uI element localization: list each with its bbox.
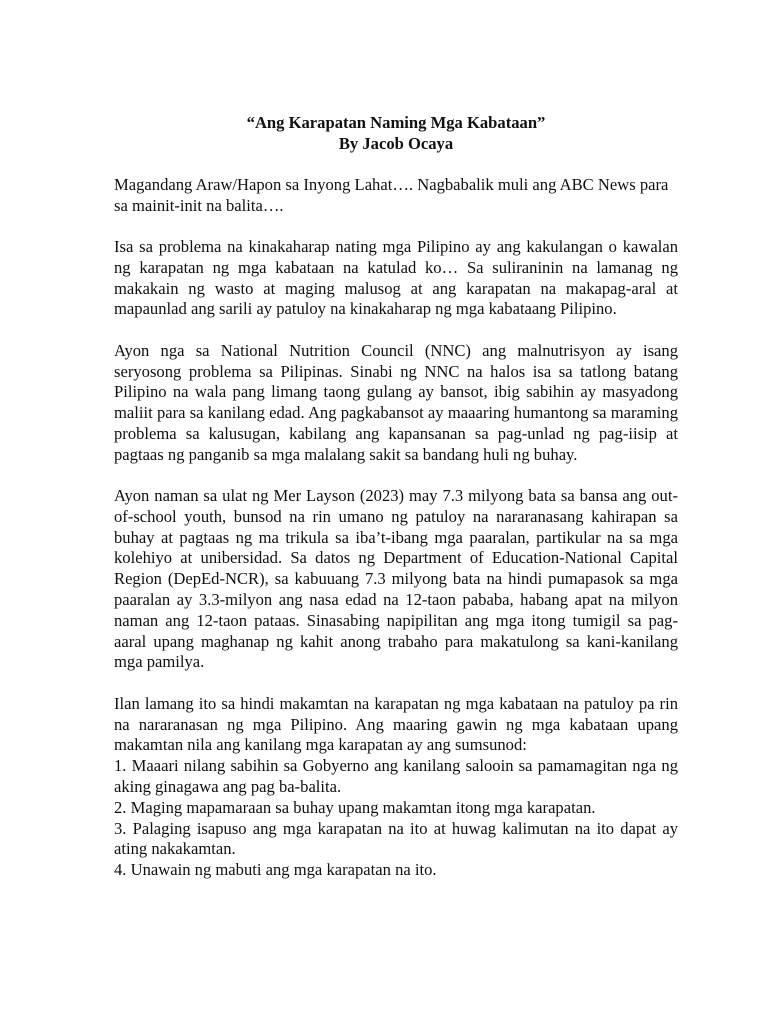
paragraph-nutrition: Ayon nga sa National Nutrition Council (NNC) ang malnutrisyon ay isang seryosong problema sa Pilipinas. Sinabi ng NNC na halos isa sa tatlong batang Pilipino na wala pang limang taong gulang ay bansot, ibig sabihin ay masyadong maliit para sa kanilang edad. Ang pagkabansot ay maaaring humantong sa maraming problema sa kalusugan, kabilang ang kapansanan sa pag-unlad ng pag-iisip at pagtaas ng panganib sa mga malalang sakit sa bandang huli ng buhay. — [114, 340, 678, 464]
paragraph-closing: Ilan lamang ito sa hindi makamtan na karapatan ng mga kabataan na patuloy pa rin na nararanasan ng mga Pilipino. Ang maaring gawin ng mga kabataan upang makamtan nila ang kanilang mga karapatan ay ang sumsunod: — [114, 693, 678, 755]
document-body — [114, 113, 678, 881]
paragraph-problem: Isa sa problema na kinakaharap nating mga Pilipino ay ang kakulangan o kawalan ng karapatan ng mga kabataan na katulad ko… Sa suliraninin na lamanag ng makakain ng wasto at maging malusog at ang karapatan na makapag-aral at mapaunlad ang sarili ay patuloy na kinakaharap ng mga kabataang Pilipino. — [114, 237, 678, 319]
document-byline: By Jacob Ocaya — [338, 133, 454, 153]
recommendations-list — [114, 756, 678, 881]
list-item: 3. Palaging isapuso ang mga karapatan na ito at huwag kalimutan na ito dapat ay ating nakakamtan. — [114, 818, 678, 859]
title-block — [114, 113, 678, 154]
list-item: 4. Unawain ng mabuti ang mga karapatan na ito. — [114, 860, 437, 880]
paragraph-intro: Magandang Araw/Hapon sa Inyong Lahat…. Nagbabalik muli ang ABC News para sa mainit-init na balita…. — [114, 175, 669, 215]
list-item: 1. Maaari nilang sabihin sa Gobyerno ang kanilang salooin sa pamamagitan nga ng aking ginagawa ang pag ba-balita. — [114, 756, 678, 796]
paragraph-out-of-school: Ayon naman sa ulat ng Mer Layson (2023) may 7.3 milyong bata sa bansa ang out-of-school youth, bunsod na rin umano ng patuloy na nararanasang kahirapan sa buhay at pagtaas ng ma trikula sa iba’t-ibang mga paaralan, partikular na sa mga kolehiyo at unibersidad. Sa datos ng Department of Education-National Capital Region (DepEd-NCR), sa kabuuang 7.3 milyong bata na hindi pumapasok sa mga paaralan ay 3.3-milyon ang nasa edad na 12-taon pababa, habang apat na milyon naman ang 12-taon pataas. Sinasabing napipilitan ang mga itong tumigil sa pag-aaral upang maghanap ng kahit anong trabaho para makatulong sa kani-kanilang mga pamilya. — [114, 486, 678, 672]
document-title: “Ang Karapatan Naming Mga Kabataan” — [246, 113, 546, 132]
list-item: 2. Maging mapamaraan sa buhay upang makamtan itong mga karapatan. — [114, 797, 596, 817]
